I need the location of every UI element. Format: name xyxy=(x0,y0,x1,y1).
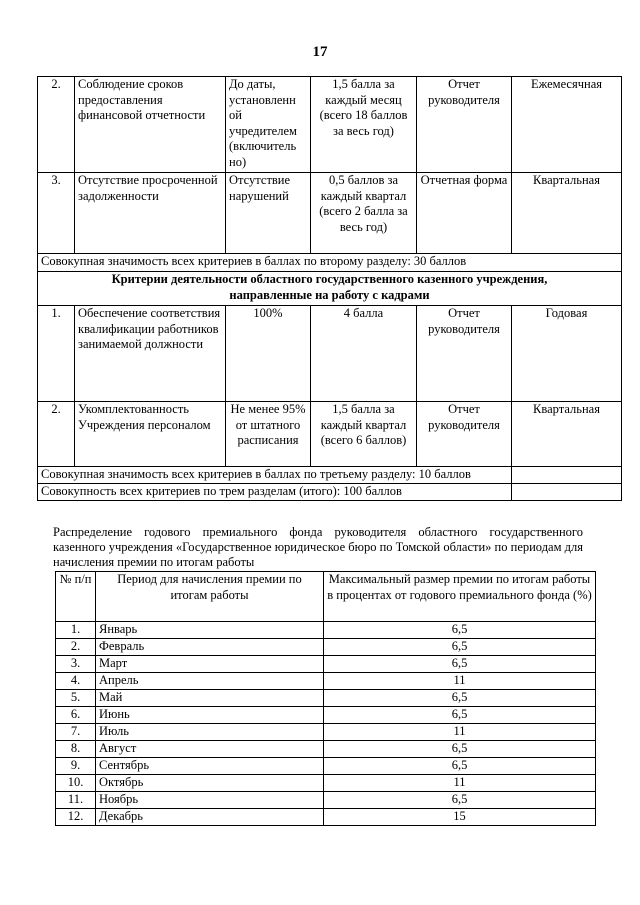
criterion-condition: 100% xyxy=(226,306,311,402)
max-percent: 6,5 xyxy=(324,758,596,775)
empty-cell xyxy=(512,467,622,484)
criterion-report: Отчет руководителя xyxy=(417,402,512,467)
month-name: Июль xyxy=(96,724,324,741)
row-number: 9. xyxy=(56,758,96,775)
table-row xyxy=(56,792,596,809)
table-row xyxy=(38,402,622,467)
criterion-name: Обеспечение соответствия квалификации работников занимаемой должности xyxy=(75,306,226,402)
table-row xyxy=(56,809,596,826)
criterion-period: Квартальная xyxy=(512,402,622,467)
criterion-report: Отчет руководителя xyxy=(417,306,512,402)
row-number: 7. xyxy=(56,724,96,741)
month-name: Май xyxy=(96,690,324,707)
criterion-period: Годовая xyxy=(512,306,622,402)
criterion-points: 0,5 баллов за каждый квартал (всего 2 балла за весь год) xyxy=(311,173,417,254)
row-number: 2. xyxy=(56,639,96,656)
max-percent: 6,5 xyxy=(324,690,596,707)
month-name: Сентябрь xyxy=(96,758,324,775)
table-row xyxy=(56,775,596,792)
row-number: 12. xyxy=(56,809,96,826)
row-number: 11. xyxy=(56,792,96,809)
max-percent: 11 xyxy=(324,775,596,792)
distribution-paragraph: Распределение годового премиального фонда руководителя областного государственного казенного учреждения «Государственное юридическое бюро по Томской области» по периодам для начисления премии по итогам работы xyxy=(53,525,583,569)
header-row xyxy=(56,572,596,622)
criterion-name: Отсутствие просроченной задолженности xyxy=(75,173,226,254)
row-number: 2. xyxy=(38,402,75,467)
criterion-name: Укомплектованность Учреждения персоналом xyxy=(75,402,226,467)
section-total-row xyxy=(38,467,622,484)
criterion-report: Отчетная форма xyxy=(417,173,512,254)
table-row xyxy=(56,622,596,639)
table-row xyxy=(56,724,596,741)
criterion-period: Квартальная xyxy=(512,173,622,254)
month-name: Июнь xyxy=(96,707,324,724)
row-number: 5. xyxy=(56,690,96,707)
criterion-points: 4 балла xyxy=(311,306,417,402)
header-period: Период для начисления премии по итогам работы xyxy=(96,572,324,622)
criterion-report: Отчет руководителя xyxy=(417,77,512,173)
max-percent: 6,5 xyxy=(324,792,596,809)
table-row xyxy=(38,173,622,254)
section3-total: Совокупная значимость всех критериев в баллах по третьему разделу: 10 баллов xyxy=(38,467,512,484)
row-number: 1. xyxy=(38,306,75,402)
table-row xyxy=(56,690,596,707)
table-row xyxy=(38,77,622,173)
row-number: 10. xyxy=(56,775,96,792)
month-name: Январь xyxy=(96,622,324,639)
header-num: № п/п xyxy=(56,572,96,622)
max-percent: 6,5 xyxy=(324,656,596,673)
month-name: Апрель xyxy=(96,673,324,690)
table-row xyxy=(56,707,596,724)
table-row xyxy=(38,306,622,402)
month-name: Февраль xyxy=(96,639,324,656)
distribution-table xyxy=(55,571,596,826)
row-number: 3. xyxy=(56,656,96,673)
criterion-points: 1,5 балла за каждый месяц (всего 18 баллов за весь год) xyxy=(311,77,417,173)
section3-heading-line2: направленные на работу с кадрами xyxy=(229,287,430,302)
row-number: 6. xyxy=(56,707,96,724)
section-total-row xyxy=(38,254,622,272)
max-percent: 6,5 xyxy=(324,741,596,758)
row-number: 4. xyxy=(56,673,96,690)
row-number: 1. xyxy=(56,622,96,639)
table-row xyxy=(56,741,596,758)
month-name: Ноябрь xyxy=(96,792,324,809)
month-name: Август xyxy=(96,741,324,758)
header-max: Максимальный размер премии по итогам работы в процентах от годового премиального фонда (%) xyxy=(324,572,596,622)
max-percent: 6,5 xyxy=(324,622,596,639)
table-row xyxy=(56,673,596,690)
criterion-condition: Отсутствие нарушений xyxy=(226,173,311,254)
grand-total-row xyxy=(38,484,622,501)
month-name: Март xyxy=(96,656,324,673)
criterion-period: Ежемесячная xyxy=(512,77,622,173)
row-number: 8. xyxy=(56,741,96,758)
section2-total: Совокупная значимость всех критериев в баллах по второму разделу: 30 баллов xyxy=(38,254,622,272)
max-percent: 6,5 xyxy=(324,639,596,656)
empty-cell xyxy=(512,484,622,501)
month-name: Октябрь xyxy=(96,775,324,792)
criterion-name: Соблюдение сроков предоставления финансовой отчетности xyxy=(75,77,226,173)
page-number: 17 xyxy=(312,44,328,60)
month-name: Декабрь xyxy=(96,809,324,826)
criterion-condition: Не менее 95% от штатного расписания xyxy=(226,402,311,467)
row-number: 3. xyxy=(38,173,75,254)
section3-heading-line1: Критерии деятельности областного государственного казенного учреждения, xyxy=(111,272,548,286)
max-percent: 11 xyxy=(324,673,596,690)
criterion-points: 1,5 балла за каждый квартал (всего 6 баллов) xyxy=(311,402,417,467)
criterion-condition: До даты, установленн ой учредителем (включитель но) xyxy=(226,77,311,173)
table-row xyxy=(56,758,596,775)
section-heading-row xyxy=(38,272,622,306)
table-row xyxy=(56,656,596,673)
max-percent: 11 xyxy=(324,724,596,741)
table-row xyxy=(56,639,596,656)
row-number: 2. xyxy=(38,77,75,173)
criteria-table xyxy=(37,76,622,501)
max-percent: 6,5 xyxy=(324,707,596,724)
grand-total: Совокупность всех критериев по трем разделам (итого): 100 баллов xyxy=(38,484,512,501)
section3-heading xyxy=(38,272,622,306)
max-percent: 15 xyxy=(324,809,596,826)
